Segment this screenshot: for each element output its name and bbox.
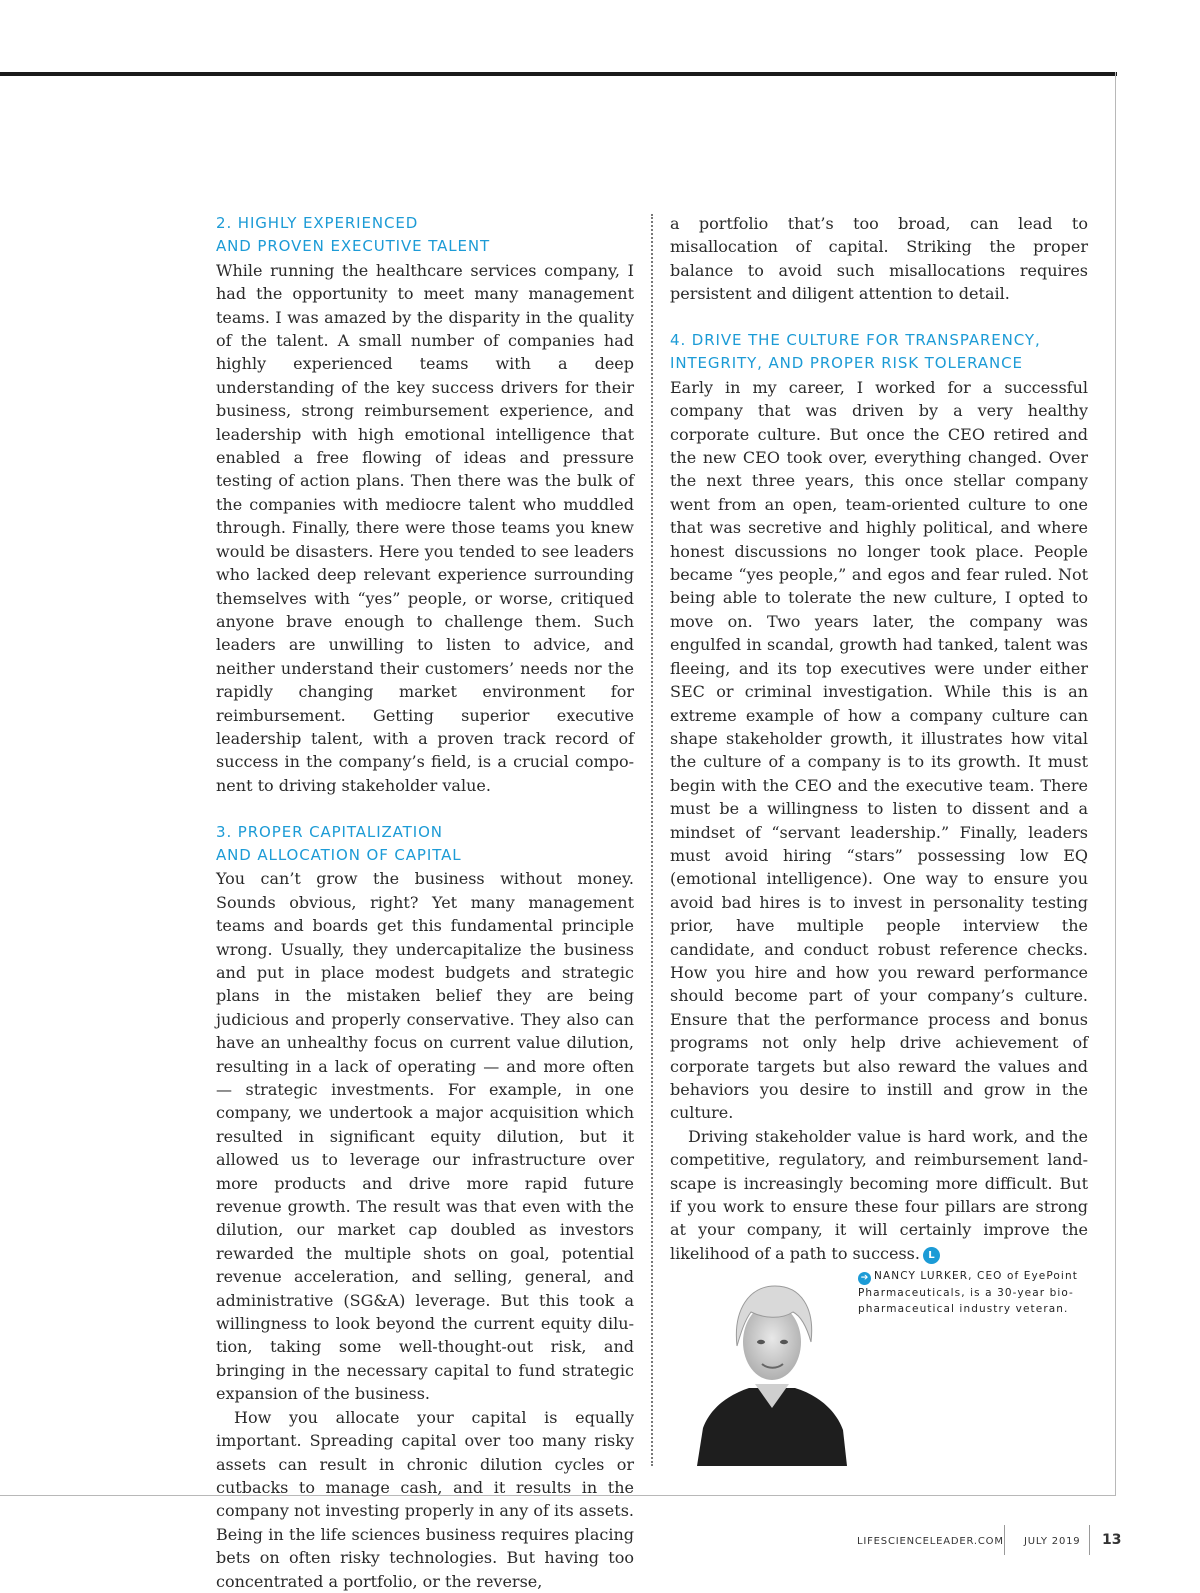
section-4-paragraph-2-text: Driving stakeholder value is hard work, and the competitive, regulatory, and reimbursement landscape is increasingly becoming more difficult. But if you work to ensure these four pillars are strong at your company, it will certainly improve the likelihood of a path to success. [670,1126,1088,1263]
author-portrait [697,1268,847,1466]
section-3-heading-line-2: AND ALLOCATION OF CAPITAL [216,845,462,864]
article-end-mark-icon: L [923,1247,940,1264]
footer-date: JULY 2019 [1024,1536,1081,1547]
right-column [670,212,1088,1265]
section-4-heading-line-2: INTEGRITY, AND PROPER RISK TOLERANCE [670,354,1023,373]
section-2-heading-line-1: 2. HIGHLY EXPERIENCED [216,214,419,232]
author-description: CEO of EyePoint Pharmaceuticals, is a 30-year biopharmaceutical industry veteran. [858,1270,1078,1315]
section-3-heading-line-1: 3. PROPER CAPITALIZATION [216,822,443,841]
footer-separator [1004,1525,1005,1555]
column-divider [651,214,653,1466]
top-rule [0,72,1117,76]
right-margin-rule [1115,72,1116,1496]
section-4-paragraph-2 [670,1125,1088,1265]
section-gap [670,306,1088,329]
section-3-continuation: a portfolio that’s too broad, can lead to misallocation of capital. Striking the proper balance to avoid such misallocations requires persistent and diligent attention to detail. [670,214,1088,304]
footer-site: LIFESCIENCELEADER.COM [857,1536,1004,1547]
section-2-heading-line-2: AND PROVEN EXECUTIVE TALENT [216,237,491,256]
section-3-paragraph-2: How you allocate your capital is equally important. Spreading capital over too many risky assets can result in chronic dilution cycles or cutbacks to manage cash, and it results in the company not investing properly in any of its assets. Being in the life sciences business requires placing bets on often risky technologies. But having too concentrated a portfolio, or the reverse, [216,1407,634,1591]
author-bio [858,1268,1098,1317]
footer-separator [1089,1525,1090,1555]
section-4-heading-line-1: 4. DRIVE THE CULTURE FOR TRANSPARENCY, [670,331,1041,350]
section-2-paragraph: While running the healthcare services company, I had the opportunity to meet many management teams. I was amazed by the disparity in the quality of the talent. A small number of companies had highly experienced teams with a deep understanding of the key success drivers for their business, strong reimbursement experience, and leadership with high emotional intelligence that enabled a free flowing of ideas and pressure testing of action plans. Then there was the bulk of the companies with mediocre talent who muddled through. Finally, there were those teams you knew would be disasters. Here you tended to see leaders who lacked deep relevant experience surrounding themselves with “yes” people, or worse, critiqued anyone brave enough to challenge them. Such leaders are unwilling to listen to advice, and neither understand their customers’ needs nor the rapidly changing market environment for reimbursement. Getting superior executive leadership talent, with a proven track record of success in the company’s field, is a crucial component to driving stakeholder value. [216,260,634,795]
section-gap [216,797,634,820]
author-name: NANCY LURKER, [874,1270,973,1282]
left-column [216,212,634,1593]
arrow-right-icon: ➔ [858,1272,871,1285]
section-4-paragraph-1: Early in my career, I worked for a successful company that was driven by a very healthy corporate culture. But once the CEO retired and the new CEO took over, everything changed. Over the next three years, this once stellar company went from an open, team-oriented culture to one that was secretive and highly political, and where honest discussions no longer took place. People became “yes people,” and egos and fear ruled. Not being able to tolerate the new culture, I opted to move on. Two years later, the company was engulfed in scandal, growth had tanked, talent was fleeing, and its top executives were under either SEC or criminal investigation. While this is an extreme example of how a company culture can shape stakeholder growth, it illustrates how vital the culture of a company is to its growth. It must begin with the CEO and the executive team. There must be a willingness to listen to dissent and a mindset of “servant leadership.” Finally, leaders must avoid hiring “stars” possessing low EQ (emotional intelligence). One way to ensure you avoid bad hires is to invest in personality testing prior, have multiple people interview the candidate, and conduct robust reference checks. How you hire and how you reward performance should become part of your company’s culture. Ensure that the performance process and bonus programs not only help drive achievement of corporate targets but also reward the values and behaviors you desire to instill and grow in the culture. [670,377,1088,1123]
page-number: 13 [1102,1532,1122,1548]
section-3-paragraph-1: You can’t grow the business without money. Sounds obvious, right? Yet many management teams and boards get this fundamental principle wrong. Usually, they undercapitalize the business and put in place modest budgets and strategic plans in the mistaken belief they are being judicious and properly conservative. They also can have an unhealthy focus on current value dilution, resulting in a lack of operating — and more often — strategic investments. For example, in one company, we undertook a major acquisition which resulted in significant equity dilution, but it allowed us to leverage our infrastructure over more products and drive more rapid future revenue growth. The result was that even with the dilution, our market cap doubled as investors rewarded the multiple shots on goal, potential revenue acceleration, and selling, general, and administrative (SG&A) leverage. But this took a willingness to look beyond the current equity dilution, taking some well-thought-out risk, and bringing in the necessary capital to fund strategic expansion of the business. [216,869,634,1404]
